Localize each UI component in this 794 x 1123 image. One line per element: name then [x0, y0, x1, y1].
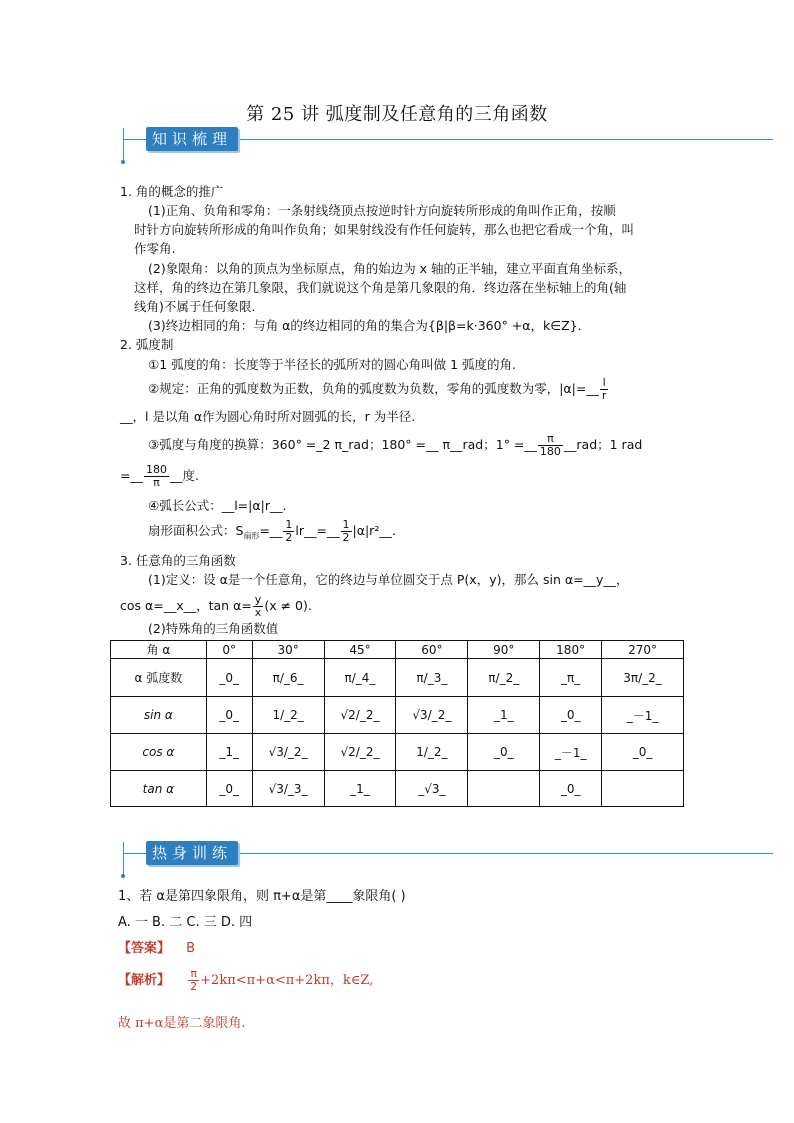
- conclusion-text: 故 π+α是第二象限角.: [118, 1016, 246, 1031]
- table-row: [111, 734, 684, 771]
- fraction: [600, 377, 609, 402]
- denominator: 2: [342, 531, 350, 544]
- para-text: cos α=__x__，tan α=: [120, 598, 252, 613]
- question-text: 1、若 α是第四象限角，则 π+α是第____象限角( ): [118, 889, 406, 904]
- row-label: α 弧度数: [111, 659, 207, 697]
- para-definition-2: [120, 594, 680, 619]
- heading-trig: 3. 任意角的三角函数: [120, 553, 236, 568]
- heading-radian: 2. 弧度制: [120, 337, 174, 352]
- table-cell: √2/_2_: [324, 734, 396, 771]
- denominator: 2: [285, 531, 293, 544]
- row-label: sin α: [111, 697, 207, 734]
- answer-line: [118, 937, 195, 956]
- row-label: tan α: [111, 771, 207, 807]
- table-cell: √3/_2_: [252, 734, 324, 771]
- table-cell: 1/_2_: [396, 734, 468, 771]
- para-text: __rad；1 rad: [563, 437, 643, 452]
- para-text: lr__=__: [295, 523, 340, 538]
- para-text: (1)定义：设 α是一个任意角，它的终边与单位圆交于点 P(x，y)，那么 sin α=__y__，: [148, 572, 629, 587]
- table-header: 30°: [252, 641, 324, 659]
- numerator: 1: [285, 518, 293, 531]
- table-cell: √3/_3_: [252, 771, 324, 807]
- numerator: 180: [145, 463, 167, 476]
- table-cell: _1_: [324, 771, 396, 807]
- fraction: [341, 519, 352, 544]
- denominator: r: [601, 389, 607, 402]
- table-cell: _0_: [540, 771, 602, 807]
- para-text: (x ≠ 0).: [264, 598, 312, 613]
- section-banner-knowledge: 知识梳理: [146, 127, 238, 151]
- table-cell: √3/_2_: [396, 697, 468, 734]
- numerator: y: [254, 593, 262, 606]
- arc-length-formula: ④弧长公式：__l=|α|r__.: [148, 498, 287, 513]
- table-cell: π/_2_: [468, 659, 540, 697]
- para-conversion: [120, 433, 680, 458]
- explanation-label: 【解析】: [118, 973, 171, 988]
- numerator: π: [538, 433, 563, 446]
- table-header: 180°: [540, 641, 602, 659]
- table-row: [111, 771, 684, 807]
- table-cell: _0_: [206, 697, 252, 734]
- numerator: l: [600, 377, 609, 390]
- page-title: 第 25 讲 弧度制及任意角的三角函数: [246, 104, 548, 125]
- para-text: (2)象限角：以角的顶点为坐标原点，角的始边为 x 轴的正半轴，建立平面直角坐标系，: [148, 261, 632, 276]
- answer-value: B: [186, 941, 196, 956]
- table-cell: π/_3_: [396, 659, 468, 697]
- table-cell: _0_: [206, 659, 252, 697]
- answer-label: 【答案】: [118, 941, 171, 956]
- table-cell: 3π/_2_: [602, 659, 684, 697]
- subscript: 扇形: [243, 531, 260, 541]
- explanation-body: +2kπ<π+α<π+2kπ，k∈Z,: [200, 973, 374, 988]
- table-header: 60°: [396, 641, 468, 659]
- banner-dot: [121, 874, 125, 878]
- sector-area-formula: [120, 519, 680, 546]
- para-text: __度.: [169, 468, 199, 483]
- para-text: (1)正角、负角和零角：一条射线绕顶点按逆时针方向旋转所形成的角叫作正角，按顺: [148, 203, 616, 218]
- numerator: π: [188, 968, 199, 981]
- para-text: |α|r²__.: [352, 523, 396, 538]
- section-banner-warmup: 热身训练: [146, 841, 238, 865]
- table-cell: _0_: [540, 697, 602, 734]
- table-cell: [468, 771, 540, 807]
- para-conversion-2: [120, 464, 680, 489]
- para-text: 这样，角的终边在第几象限，我们就说这个角是第几象限的角．终边落在坐标轴上的角(轴: [134, 280, 627, 295]
- denominator: 2: [190, 980, 198, 993]
- table-cell: √2/_2_: [324, 697, 396, 734]
- numerator: 1: [342, 518, 350, 531]
- table-cell: _1_: [468, 697, 540, 734]
- heading-angle-concept: 1. 角的概念的推广: [120, 184, 224, 199]
- para-text: __，l 是以角 α作为圆心角时所对圆弧的长，r 为半径.: [120, 409, 416, 424]
- fraction: [538, 433, 563, 458]
- para-text: (2)特殊角的三角函数值: [148, 621, 279, 636]
- table-header: 45°: [324, 641, 396, 659]
- table-cell: _－1_: [540, 734, 602, 771]
- banner-rule-vertical: [123, 128, 124, 162]
- table-header: 270°: [602, 641, 684, 659]
- denominator: 180: [539, 445, 561, 458]
- para-text: (3)终边相同的角：与角 α的终边相同的角的集合为{β|β=k·360° +α，k∈Z}．: [148, 318, 591, 333]
- para-text: 作零角.: [134, 241, 176, 256]
- table-row: [111, 641, 684, 659]
- table-cell: _0_: [602, 734, 684, 771]
- explanation-line: [118, 968, 373, 993]
- para-text: 线角)不属于任何象限.: [134, 299, 256, 314]
- row-label: cos α: [111, 734, 207, 771]
- table-cell: _0_: [206, 771, 252, 807]
- table-cell: _0_: [468, 734, 540, 771]
- para-text: =__: [259, 523, 283, 538]
- table-cell: _π_: [540, 659, 602, 697]
- table-cell: _－1_: [602, 697, 684, 734]
- table-header: 0°: [206, 641, 252, 659]
- table-cell: _1_: [206, 734, 252, 771]
- fraction: [283, 519, 294, 544]
- table-cell: _√3_: [396, 771, 468, 807]
- table-row: [111, 697, 684, 734]
- para-rule: [120, 377, 680, 402]
- table-cell: [602, 771, 684, 807]
- fraction: [144, 464, 169, 489]
- table-cell: 1/_2_: [252, 697, 324, 734]
- table-cell: π/_4_: [324, 659, 396, 697]
- table-header: 角 α: [111, 641, 207, 659]
- table-header: 90°: [468, 641, 540, 659]
- special-angle-table: [110, 640, 684, 807]
- para-text: 时针方向旋转所形成的角叫作负角；如果射线没有作任何旋转，那么也把它看成一个角，叫: [134, 222, 635, 237]
- denominator: x: [254, 606, 262, 619]
- table-cell: π/_6_: [252, 659, 324, 697]
- fraction: [188, 968, 199, 993]
- para-text: ②规定：正角的弧度数为正数，负角的弧度数为负数，零角的弧度数为零，|α|=__: [148, 381, 599, 396]
- para-text: 扇形面积公式：S: [148, 523, 244, 538]
- banner-rule-vertical: [123, 842, 124, 876]
- banner-dot: [121, 160, 125, 164]
- para-text: =__: [120, 468, 143, 483]
- para-text: ①1 弧度的角：长度等于半径长的弧所对的圆心角叫做 1 弧度的角.: [148, 357, 517, 372]
- fraction: [253, 594, 264, 619]
- denominator: π: [153, 476, 160, 489]
- question-options: A. 一 B. 二 C. 三 D. 四: [118, 915, 253, 930]
- para-text: ③弧度与角度的换算：360° =_2 π_rad；180° =__ π__rad；1° =__: [148, 437, 537, 452]
- table-row: [111, 659, 684, 697]
